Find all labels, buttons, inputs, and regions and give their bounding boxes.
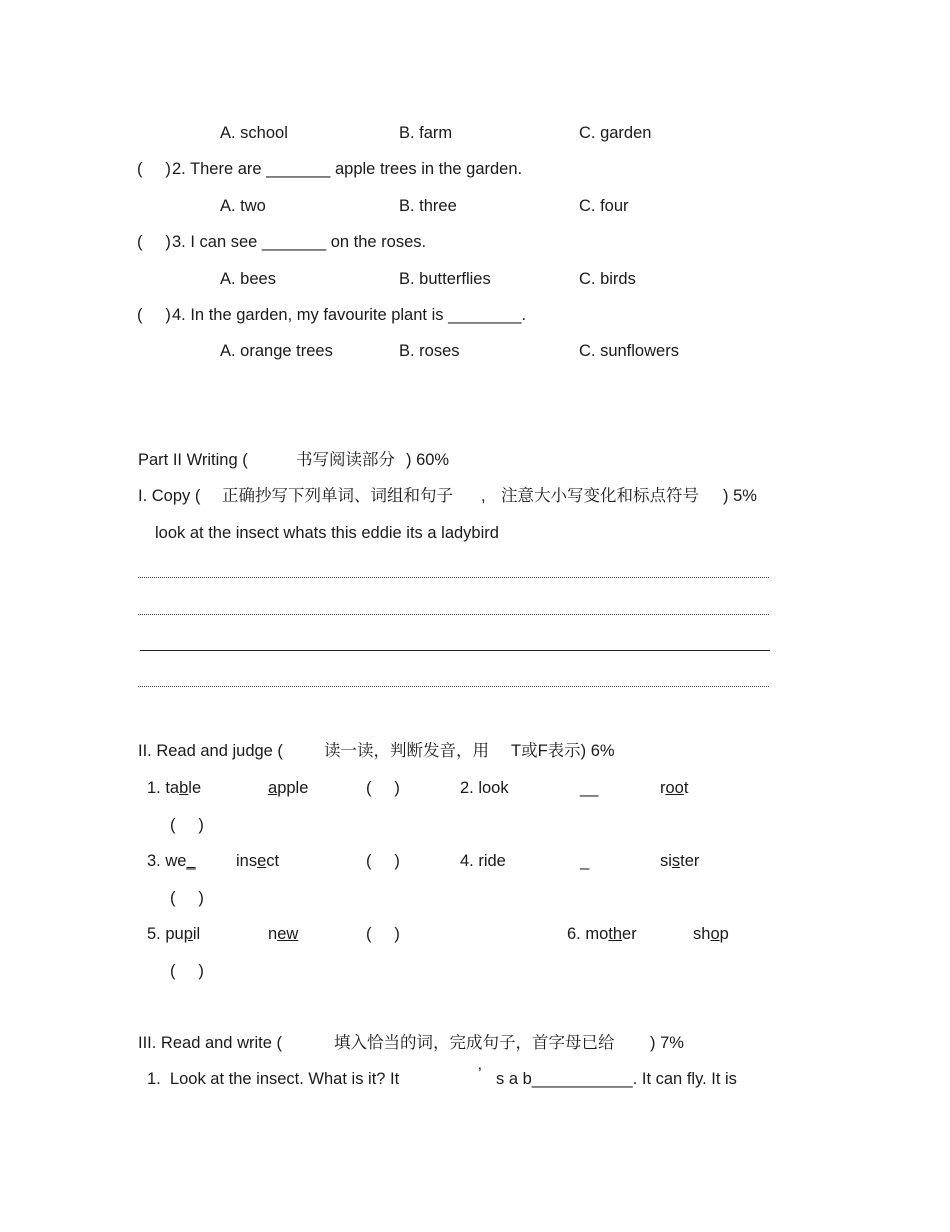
q4-option-a: A. orange trees xyxy=(220,342,333,360)
judge-item-3-word1: 3. we_ xyxy=(147,852,196,870)
q2-option-a: A. two xyxy=(220,197,266,215)
judge-item-1-word2: apple xyxy=(268,779,309,797)
q4-option-c: C. sunflowers xyxy=(579,342,679,360)
judge-prefix: II. Read and judge ( xyxy=(138,742,283,760)
q2-question: 2. There are _______ apple trees in the garden. xyxy=(172,160,523,178)
q2-answer-paren: ( ) xyxy=(137,160,171,178)
write-prefix: III. Read and write ( xyxy=(138,1034,282,1052)
write-item-1-part2: s a b___________. It can fly. It is xyxy=(496,1070,737,1088)
part2-cn: 书写阅读部分 xyxy=(296,451,395,469)
judge-item-4-word2: sister xyxy=(660,852,700,870)
copy-sentence: look at the insect whats this eddie its a ladybird xyxy=(155,524,499,542)
q3-option-a: A. bees xyxy=(220,270,276,288)
judge-item-5-word2: new xyxy=(268,925,299,943)
judge-item-4-mark: _ xyxy=(580,852,590,870)
judge-item-1-word1: 1. table xyxy=(147,779,202,797)
q4-option-b: B. roses xyxy=(399,342,460,360)
copy-suffix: ) 5% xyxy=(723,487,757,505)
write-cn: 填入恰当的词，完成句子，首字母已给 xyxy=(334,1034,615,1052)
copy-cn: 正确抄写下列单词、词组和句子 xyxy=(222,487,453,505)
copy-cn2: 注意大小写变化和标点符号 xyxy=(501,487,699,505)
q3-option-b: B. butterflies xyxy=(399,270,491,288)
part2-prefix: Part II Writing ( xyxy=(138,451,248,469)
q4-question: 4. In the garden, my favourite plant is ________. xyxy=(172,306,527,324)
writing-line-2 xyxy=(138,614,769,615)
q4-answer-paren: ( ) xyxy=(137,306,171,324)
judge-cn: 读一读，判断发音，用 xyxy=(324,742,489,760)
q1-option-b: B. farm xyxy=(399,124,453,142)
judge-suffix: T或F表示) 6% xyxy=(511,742,615,760)
judge-item-2-mark: __ xyxy=(580,779,599,797)
judge-item-1-paren: ( ) xyxy=(366,779,400,797)
q1-option-c: C. garden xyxy=(579,124,652,142)
judge-item-6-word1: 6. mother xyxy=(567,925,637,943)
q3-option-c: C. birds xyxy=(579,270,636,288)
judge-item-5-word1: 5. pupil xyxy=(147,925,201,943)
judge-item-3-word2: insect xyxy=(236,852,280,870)
write-item-1-apostrophe: ’ xyxy=(478,1065,482,1083)
judge-item-4-paren: ( ) xyxy=(170,889,204,907)
q3-question: 3. I can see _______ on the roses. xyxy=(172,233,427,251)
judge-item-3-paren: ( ) xyxy=(366,852,400,870)
judge-item-6-paren: ( ) xyxy=(170,962,204,980)
copy-prefix: I. Copy ( xyxy=(138,487,201,505)
copy-comma: , xyxy=(481,487,486,505)
q3-answer-paren: ( ) xyxy=(137,233,171,251)
q2-option-b: B. three xyxy=(399,197,457,215)
q2-option-c: C. four xyxy=(579,197,629,215)
q1-option-a: A. school xyxy=(220,124,288,142)
judge-item-5-paren: ( ) xyxy=(366,925,400,943)
write-item-1-part1: 1. Look at the insect. What is it? It xyxy=(147,1070,400,1088)
judge-item-2-paren: ( ) xyxy=(170,816,204,834)
judge-item-4-word1: 4. ride xyxy=(460,852,506,870)
judge-item-2-word2: root xyxy=(660,779,689,797)
part2-suffix: ) 60% xyxy=(406,451,450,469)
judge-item-6-word2: shop xyxy=(693,925,729,943)
judge-item-2-word1: 2. look xyxy=(460,779,509,797)
writing-line-3 xyxy=(140,650,770,651)
writing-line-4 xyxy=(138,686,769,687)
writing-line-1 xyxy=(138,577,769,578)
write-suffix: ) 7% xyxy=(650,1034,684,1052)
